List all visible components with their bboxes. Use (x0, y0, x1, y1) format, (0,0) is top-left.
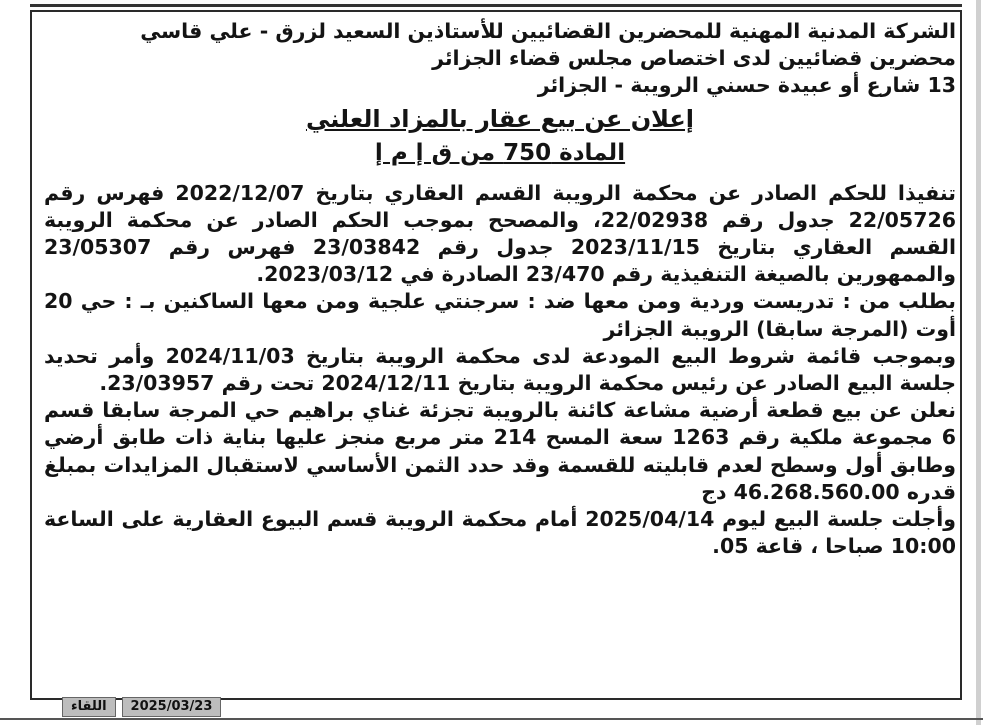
top-rule (30, 4, 962, 7)
publication-footer (62, 697, 221, 717)
paragraph-property: نعلن عن بيع قطعة أرضية مشاعة كائنة بالرويبة تجزئة غناي براهيم حي المرجة سابقا قسم 6 مجموعة ملكية رقم 1263 سعة المسح 214 متر مربع منجز عليها بناية ذات طابق أرضي وطابق أول وسطح لعدم قابليته للقسمة وقد حدد الثمن الأساسي لاستقبال المزايدات بمبلغ قدره 46.268.560.00 دج (44, 398, 956, 504)
page-edge (976, 0, 981, 725)
paragraph-execution: تنفيذا للحكم الصادر عن محكمة الرويبة القسم العقاري بتاريخ 2022/12/07 فهرس رقم 22/05726 جدول رقم 22/02938، والمصحح بموجب الحكم الصادر عن محكمة الرويبة القسم العقاري بتاريخ 2023/11/15 جدول رقم 23/03842 فهرس رقم 23/05307 والممهورين بالصيغة التنفيذية رقم 23/470 الصادرة في 2023/03/12. (44, 180, 956, 287)
notice-title: إعلان عن بيع عقار بالمزاد العلني (305, 104, 695, 133)
newspaper-name-tag: اللقاء (62, 697, 116, 717)
notice-content (44, 18, 956, 560)
header-line-3: 13 شارع أو عبيدة حسني الرويبة - الجزائر (537, 73, 956, 98)
header-line-1: الشركة المدنية المهنية للمحضرين القضائيين للأستاذين السعيد لزرق - علي قاسي (140, 19, 956, 43)
paragraph-parties: بطلب من : تدريست وردية ومن معها ضد : سرجنتي علجية ومن معها الساكنين بـ : حي 20 أوت (المرجة سابقا) الرويبة الجزائر (44, 289, 956, 341)
bottom-rule (0, 718, 983, 720)
publication-date-tag: 2025/03/23 (122, 697, 222, 717)
notice-subtitle: المادة 750 من ق إ م إ (374, 139, 626, 166)
paragraph-session: وأجلت جلسة البيع ليوم 2025/04/14 أمام محكمة الرويبة قسم البيوع العقارية على الساعة 10:00 صباحا ، قاعة 05. (44, 507, 956, 559)
paragraph-conditions: وبموجب قائمة شروط البيع المودعة لدى محكمة الرويبة بتاريخ 2024/11/03 وأمر تحديد جلسة البيع الصادر عن رئيس محكمة الرويبة بتاريخ 2024/12/11 تحت رقم 23/03957. (44, 343, 957, 396)
header-line-2: محضرين قضائيين لدى اختصاص مجلس قضاء الجزائر (432, 46, 956, 71)
